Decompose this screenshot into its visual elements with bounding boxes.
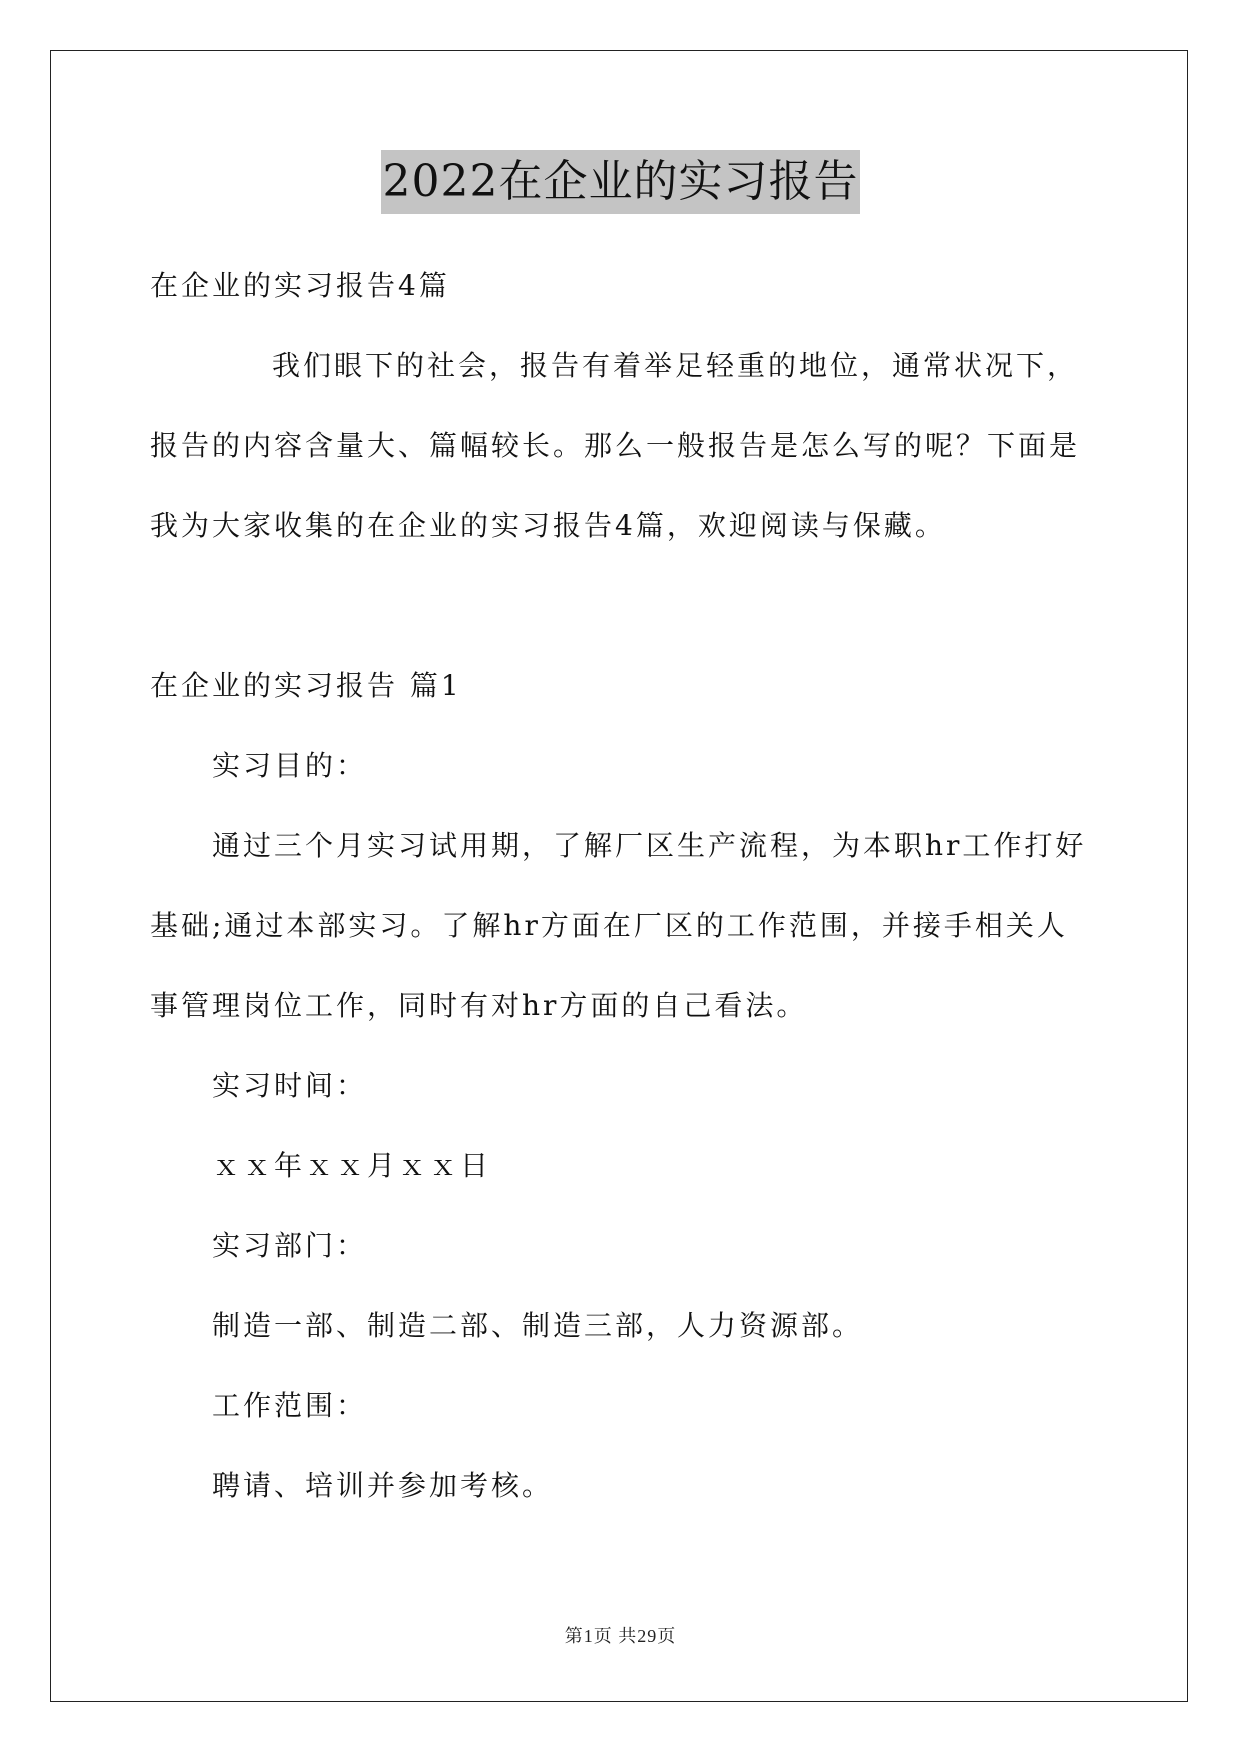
title-container — [0, 150, 1241, 214]
intro-line-3: 我为大家收集的在企业的实习报告4篇，欢迎阅读与保藏。 — [150, 509, 946, 542]
document-subtitle: 在企业的实习报告4篇 — [150, 269, 450, 302]
dept-label: 实习部门： — [212, 1229, 368, 1262]
purpose-label: 实习目的： — [212, 749, 368, 782]
intro-line-1: 我们眼下的社会，报告有着举足轻重的地位，通常状况下， — [272, 349, 1079, 382]
dept-value: 制造一部、制造二部、制造三部，人力资源部。 — [212, 1309, 864, 1342]
page-footer: 第1页 共29页 — [564, 1626, 677, 1646]
section-heading: 在企业的实习报告 篇1 — [150, 669, 462, 702]
scope-value: 聘请、培训并参加考核。 — [212, 1469, 554, 1502]
purpose-line-3: 事管理岗位工作，同时有对hr方面的自己看法。 — [150, 989, 808, 1022]
time-value: ｘｘ年ｘｘ月ｘｘ日 — [212, 1149, 492, 1182]
time-label: 实习时间： — [212, 1069, 368, 1102]
document-title: 2022在企业的实习报告 — [381, 150, 861, 214]
scope-label: 工作范围： — [212, 1389, 368, 1422]
purpose-line-2: 基础;通过本部实习。了解hr方面在厂区的工作范围，并接手相关人 — [150, 909, 1068, 942]
intro-line-2: 报告的内容含量大、篇幅较长。那么一般报告是怎么写的呢？下面是 — [150, 429, 1081, 462]
purpose-line-1: 通过三个月实习试用期，了解厂区生产流程，为本职hr工作打好 — [212, 829, 1087, 862]
